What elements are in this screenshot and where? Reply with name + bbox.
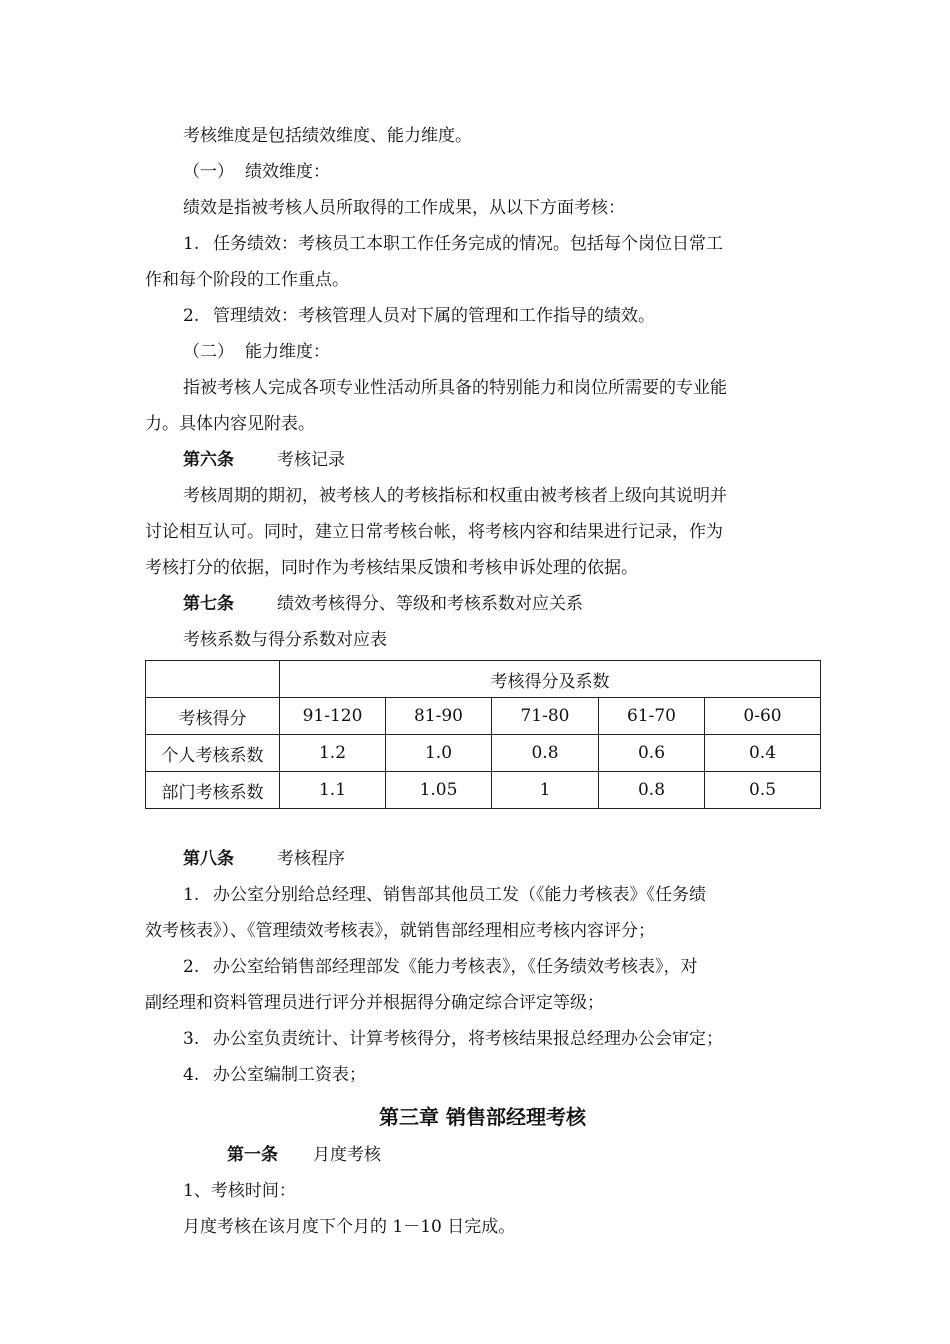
article-label: 第八条 [183,849,234,869]
table-cell: 0.8 [599,772,705,809]
article-6-line: 考核打分的依据，同时作为考核结果反馈和考核申诉处理的依据。 [145,558,638,578]
table-row [146,735,821,772]
table-cell: 81-90 [386,698,492,735]
table-row [146,698,821,735]
intro-text: 考核维度是包括绩效维度、能力维度。 [183,126,472,146]
article-6-line: 讨论相互认可。同时，建立日常考核台帐，将考核内容和结果进行记录，作为 [145,522,723,542]
item-text: 办公室分别给总经理、销售部其他员工发（《能力考核表》《任务绩 [213,885,706,905]
item-text: 管理绩效：考核管理人员对下属的管理和工作指导的绩效。 [213,306,655,326]
table-row-label: 部门考核系数 [146,772,280,809]
section-number: （一） [183,162,234,182]
item-number: 1. [183,234,200,254]
article-6-line: 考核周期的期初，被考核人的考核指标和权重由被考核者上级向其说明并 [183,486,727,506]
table-cell: 1 [492,772,599,809]
item-text: 办公室编制工资表； [213,1065,366,1085]
item-number: 2. [183,957,200,977]
table-cell: 0-60 [705,698,821,735]
article-heading-8 [145,841,820,877]
section-heading-ability [145,334,820,370]
procedure-item-continued: 效考核表》）、《管理绩效考核表》，就销售部经理相应考核内容评分； [145,921,655,941]
article-title: 考核程序 [277,849,345,869]
procedure-item [145,949,820,985]
ability-description-line: 力。具体内容见附表。 [145,414,315,434]
item-text: 办公室负责统计、计算考核得分，将考核结果报总经理办公会审定； [213,1029,723,1049]
section-title: 能力维度： [245,342,330,362]
article-label: 第七条 [183,594,234,614]
article-title: 绩效考核得分、等级和考核系数对应关系 [277,594,583,614]
document-page [145,118,820,1245]
table-row-label: 个人考核系数 [146,735,280,772]
section-number: （二） [183,342,234,362]
item-number: 2. [183,306,200,326]
article-heading-6 [145,442,820,478]
chapter-title: 第三章 销售部经理考核 [379,1105,586,1129]
table-group-header: 考核得分及系数 [280,661,821,698]
item-number: 1. [183,885,200,905]
ability-description-line: 指被考核人完成各项专业性活动所具备的特别能力和岗位所需要的专业能 [183,378,727,398]
item-text: 办公室给销售部经理部发《能力考核表》，《任务绩效考核表》，对 [213,957,698,977]
procedure-item [145,1021,820,1057]
article-heading-7 [145,586,820,622]
performance-description: 绩效是指被考核人员所取得的工作成果，从以下方面考核： [183,198,625,218]
performance-item [145,298,820,334]
table-cell: 1.1 [280,772,386,809]
item-text: 任务绩效：考核员工本职工作任务完成的情况。包括每个岗位日常工 [213,234,723,254]
performance-item [145,226,820,262]
table-cell: 0.5 [705,772,821,809]
procedure-item [145,877,820,913]
table-cell: 91-120 [280,698,386,735]
table-cell: 0.6 [599,735,705,772]
item-number: 3. [183,1029,200,1049]
article-title: 考核记录 [277,450,345,470]
table-cell: 0.4 [705,735,821,772]
article-label: 第一条 [227,1145,278,1165]
item-number: 4. [183,1065,200,1085]
coefficient-table [145,660,821,809]
table-cell: 71-80 [492,698,599,735]
performance-item-continued: 作和每个阶段的工作重点。 [145,270,349,290]
table-row [146,772,821,809]
time-text: 月度考核在该月度下个月的 1－10 日完成。 [183,1217,516,1237]
table-cell: 1.05 [386,772,492,809]
table-header-row [146,661,821,698]
table-cell: 1.2 [280,735,386,772]
table-cell: 0.8 [492,735,599,772]
table-cell: 1.0 [386,735,492,772]
table-row-label: 考核得分 [146,698,280,735]
time-heading: 1、考核时间： [183,1181,296,1201]
article-title: 月度考核 [313,1145,381,1165]
table-caption: 考核系数与得分系数对应表 [183,630,387,650]
procedure-item [145,1057,820,1093]
section-heading-performance [145,154,820,190]
article-label: 第六条 [183,450,234,470]
article-heading-monthly [145,1137,820,1173]
section-title: 绩效维度： [245,162,330,182]
table-cell: 61-70 [599,698,705,735]
procedure-item-continued: 副经理和资料管理员进行评分并根据得分确定综合评定等级； [145,993,604,1013]
table-corner-cell [146,661,280,698]
